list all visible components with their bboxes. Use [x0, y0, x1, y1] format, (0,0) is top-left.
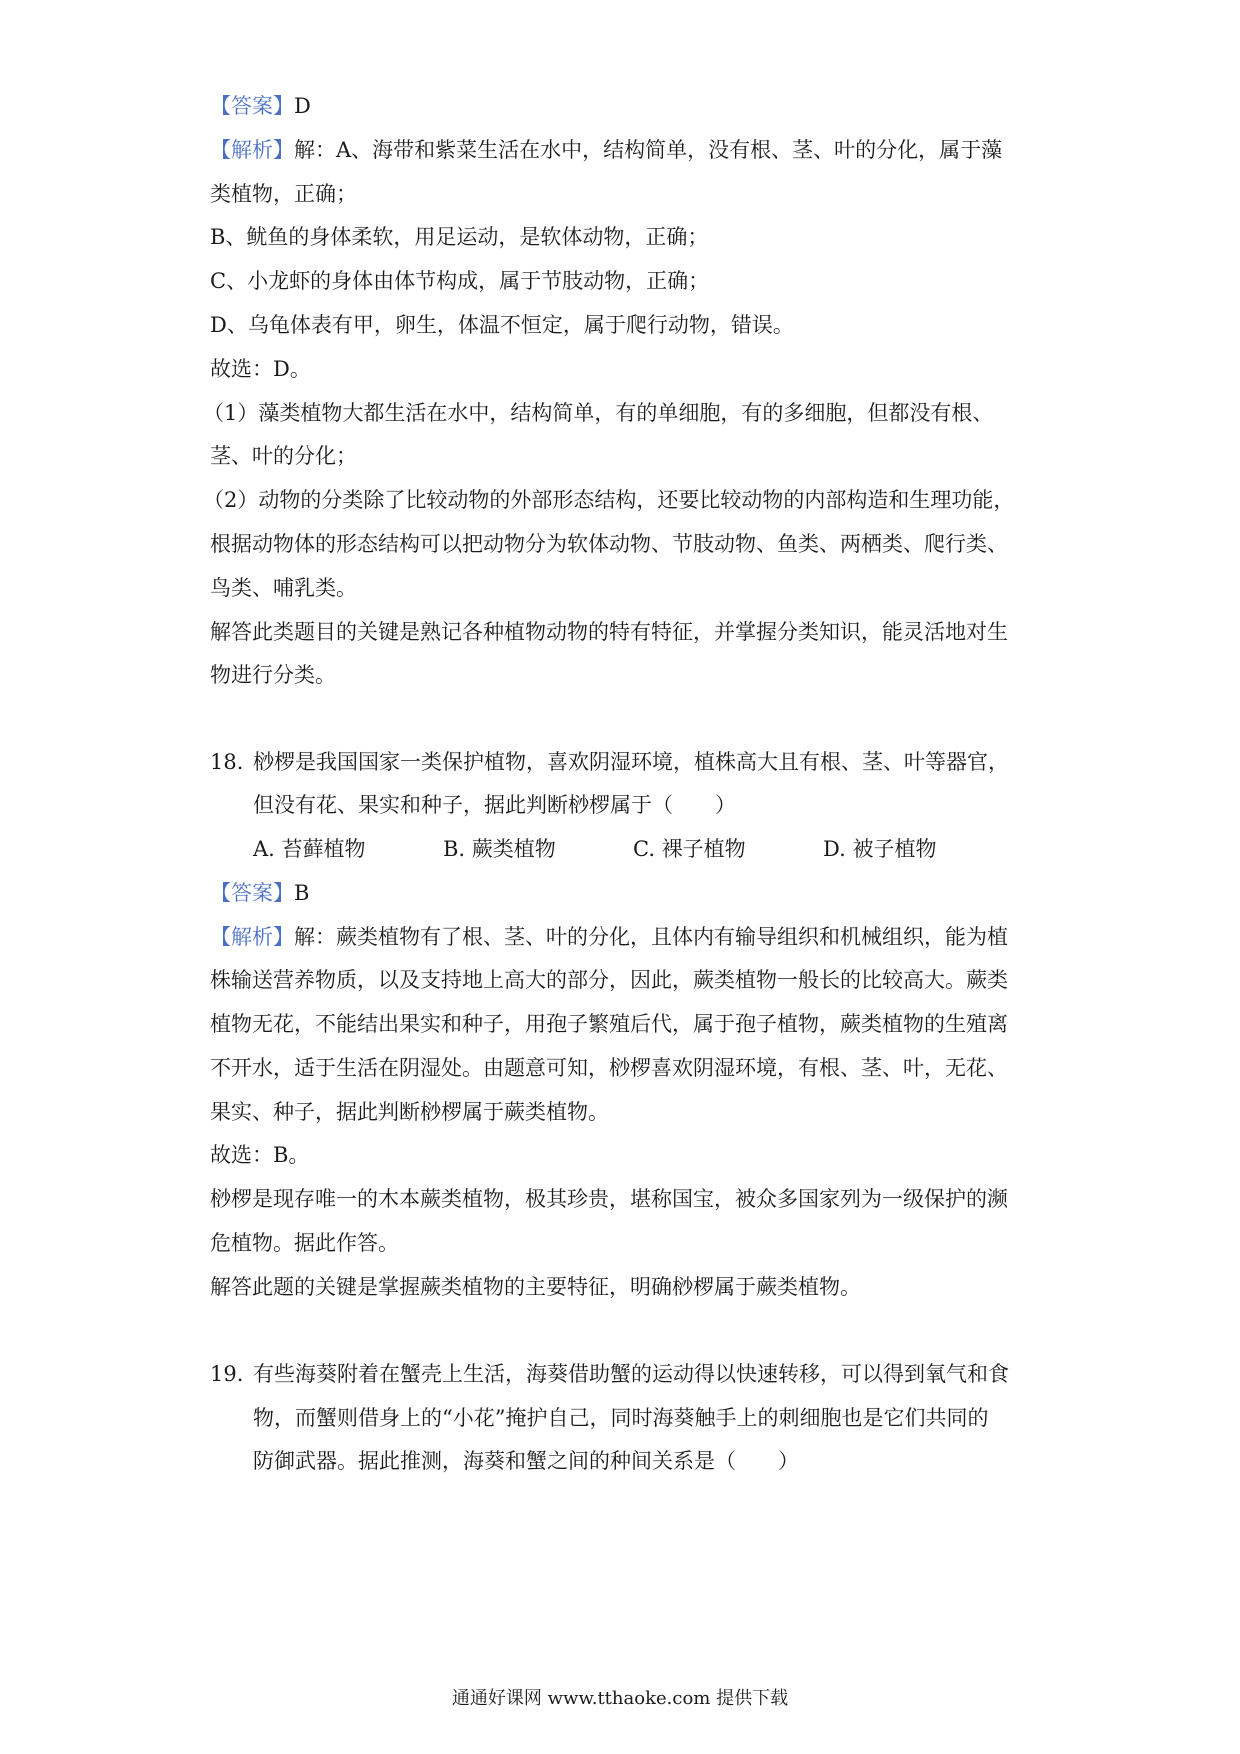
text-line: D、乌龟体表有甲，卵生，体温不恒定，属于爬行动物，错误。 — [210, 313, 794, 337]
option-a: A. 苔藓植物 — [253, 837, 366, 861]
answer-tag: 【答案】 — [210, 94, 294, 118]
text-line: 危植物。据此作答。 — [210, 1231, 399, 1255]
answer-tag: 【答案】 — [210, 881, 294, 905]
analysis-line-2 — [210, 922, 1040, 952]
answer-value: D — [294, 94, 311, 118]
answer-value: B — [294, 881, 310, 905]
text-line: 故选：B。 — [210, 1143, 310, 1167]
question-number: 19. — [210, 1362, 244, 1386]
options-row — [253, 834, 1013, 864]
text-line: （1）藻类植物大都生活在水中，结构简单，有的单细胞，有的多细胞，但都没有根、 — [203, 401, 994, 425]
analysis-text: 解：蕨类植物有了根、茎、叶的分化，且体内有输导组织和机械组织，能为植 — [294, 925, 1008, 949]
text-line: 鸟类、哺乳类。 — [210, 576, 357, 600]
question-number: 18. — [210, 750, 244, 774]
text-line: 果实、种子，据此判断桫椤属于蕨类植物。 — [210, 1100, 609, 1124]
question-stem-line: 有些海葵附着在蟹壳上生活，海葵借助蟹的运动得以快速转移，可以得到氧气和食 — [253, 1362, 1009, 1386]
analysis-tag: 【解析】 — [210, 138, 294, 162]
answer-line-2 — [210, 878, 1040, 908]
analysis-tag: 【解析】 — [210, 925, 294, 949]
text-line: C、小龙虾的身体由体节构成，属于节肢动物，正确； — [210, 269, 710, 293]
text-line: 解答此题的关键是掌握蕨类植物的主要特征，明确桫椤属于蕨类植物。 — [210, 1275, 861, 1299]
option-c: C. 裸子植物 — [633, 837, 746, 861]
text-line: 不开水，适于生活在阴湿处。由题意可知，桫椤喜欢阴湿环境，有根、茎、叶，无花、 — [210, 1056, 1008, 1080]
text-line: 株输送营养物质，以及支持地上高大的部分，因此，蕨类植物一般长的比较高大。蕨类 — [210, 968, 1008, 992]
answer-line-1 — [210, 91, 1040, 121]
text-line: 物进行分类。 — [210, 663, 336, 687]
text-line: 根据动物体的形态结构可以把动物分为软体动物、节肢动物、鱼类、两栖类、爬行类、 — [210, 532, 1008, 556]
text-line: B、鱿鱼的身体柔软，用足运动，是软体动物，正确； — [210, 225, 709, 249]
analysis-line-1 — [210, 135, 1040, 165]
text-line: 植物无花，不能结出果实和种子，用孢子繁殖后代，属于孢子植物，蕨类植物的生殖离 — [210, 1012, 1008, 1036]
question-stem-line: 防御武器。据此推测，海葵和蟹之间的种间关系是（ ） — [253, 1449, 799, 1473]
option-b: B. 蕨类植物 — [443, 837, 556, 861]
page-footer: 通通好课网 www.tthaoke.com 提供下载 — [451, 1688, 789, 1709]
text-line: 茎、叶的分化； — [210, 444, 357, 468]
text-line: 类植物，正确； — [210, 182, 357, 206]
text-line: 桫椤是现存唯一的木本蕨类植物，极其珍贵，堪称国宝，被众多国家列为一级保护的濒 — [210, 1187, 1008, 1211]
text-line: （2）动物的分类除了比较动物的外部形态结构，还要比较动物的内部构造和生理功能， — [203, 488, 1015, 512]
question-stem-line: 物，而蟹则借身上的“小花”掩护自己，同时海葵触手上的刺细胞也是它们共同的 — [253, 1406, 989, 1430]
question-stem-line: 但没有花、果实和种子，据此判断桫椤属于（ ） — [253, 793, 736, 817]
question-stem-line: 桫椤是我国国家一类保护植物，喜欢阴湿环境，植株高大且有根、茎、叶等器官， — [253, 750, 1009, 774]
option-d: D. 被子植物 — [823, 837, 937, 861]
text-line: 解答此类题目的关键是熟记各种植物动物的特有特征，并掌握分类知识，能灵活地对生 — [210, 620, 1008, 644]
analysis-text: 解：A、海带和紫菜生活在水中，结构简单，没有根、茎、叶的分化，属于藻 — [294, 138, 1003, 162]
text-line: 故选：D。 — [210, 357, 311, 381]
